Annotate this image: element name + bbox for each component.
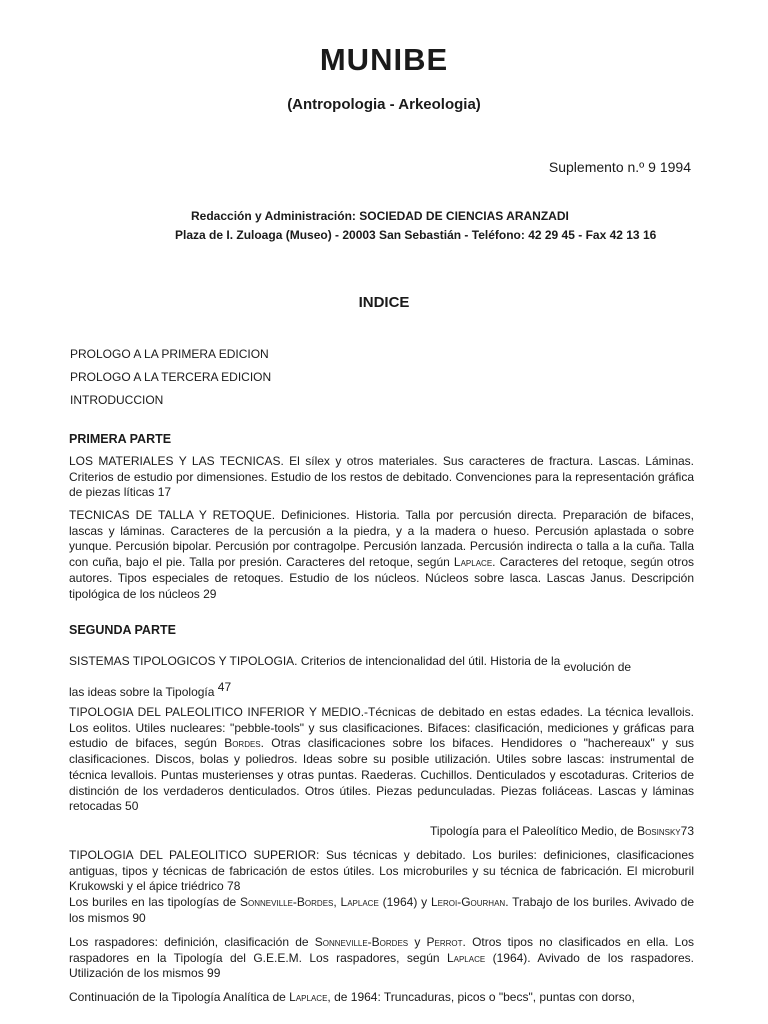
author-name: Bosinsky: [637, 824, 681, 838]
index-heading: INDICE: [358, 294, 410, 311]
toc-prologue-first: PROLOGO A LA PRIMERA EDICION: [70, 347, 269, 361]
toc-prologue-third: PROLOGO A LA TERCERA EDICION: [70, 370, 272, 384]
author-name: Laplace: [340, 895, 379, 909]
author-name: Leroi-Gourhan: [430, 895, 506, 909]
journal-title: MUNIBE: [319, 42, 449, 77]
address-line: Plaza de I. Zuloaga (Museo) - 20003 San Sebastián - Teléfono: 42 29 45 - Fax 42 13 16: [175, 228, 657, 242]
toc-entry-burins: Los buriles en las tipologías de Sonneville-Bordes, Laplace (1964) y Leroi-Gourhan. Trabajo de los buriles. Avivado de los mismos 90: [69, 895, 694, 925]
toc-entry-scrapers: Los raspadores: definición, clasificación de Sonneville-Bordes y Perrot. Otros tipos no clasificados en ella. Los raspadores en la Tipología del G.E.E.M. Los raspadores, según Laplace (1964). Avivado de los raspadores. Utilización de los mismos 99: [69, 935, 694, 981]
part-one-heading: PRIMERA PARTE: [69, 432, 172, 446]
toc-entry-lower-middle-paleolithic: TIPOLOGIA DEL PALEOLITICO INFERIOR Y MEDIO.-Técnicas de debitado en estas edades. La técnica levallois. Los eolitos. Utiles nucleares: "pebble-tools" y sus clasificaciones. Bifaces: clasificación, mediciones y gráficas para estudio de bifaces, según Bordes. Otras clasificaciones sobre los bifaces. Hendidores o "hachereaux" y sus clasificaciones. Discos, bolas y poliedros. Ideas sobre su posible utilización. Utiles sobre lascas: instrumental de técnica levallois. Puntas musterienses y otras puntas. Raederas. Cuchillos. Denticulados y escotaduras. Criterios de distinción de los verdaderos denticulados. Otros útiles. Piezas pedunculadas. Piezas foliáceas. Lascas y láminas retocadas 50: [69, 705, 695, 814]
author-name: Sonneville-Bordes: [314, 935, 409, 949]
supplement-number: Suplemento n.º 9 1994: [548, 159, 691, 175]
toc-entry-typological-systems-cont: las ideas sobre la Tipología 47: [69, 680, 232, 699]
toc-entry-bosinsky: Tipología para el Paleolítico Medio, de Bosinsky73: [430, 824, 694, 838]
toc-entry-techniques: TECNICAS DE TALLA Y RETOQUE. Definiciones. Historia. Talla por percusión directa. Preparación de bifaces, lascas y láminas. Caracteres de la percusión a la piedra, y a la madera o hueso. Percusión aplastada o sobre yunque. Percusión bipolar. Percusión por contragolpe. Percusión lanzada. Percusión indirecta o talla a la cuña. Talla con cuña, bajo el pie. Talla por presión. Caracteres del retoque, según Laplace. Caracteres del retoque, según otros autores. Tipos especiales de retoques. Estudio de los núcleos. Núcleos sobre lasca. Lascas Janus. Descripción tipológica de los núcleos 29: [69, 508, 694, 601]
toc-introduction: INTRODUCCION: [70, 393, 164, 407]
author-name: Laplace: [289, 990, 328, 1004]
author-name: Laplace: [453, 555, 493, 570]
toc-entry-upper-paleolithic: TIPOLOGIA DEL PALEOLITICO SUPERIOR: Sus técnicas y debitado. Los buriles: definiciones, clasificaciones antiguas, tipos y técnicas de fabricación de estos útiles. Los microburiles y su técnica de fabricación. El microburil Krukowski y el ápice triédrico 78: [69, 848, 694, 894]
journal-subtitle: (Antropologia - Arkeologia): [287, 96, 481, 113]
part-two-heading: SEGUNDA PARTE: [69, 623, 176, 637]
author-name: Sonneville-Bordes: [240, 895, 334, 909]
toc-entry-typological-systems: SISTEMAS TIPOLOGICOS Y TIPOLOGIA. Criterios de intencionalidad del útil. Historia de la evolución de: [69, 654, 632, 674]
toc-entry-laplace-continuation: Continuación de la Tipología Analítica de Laplace, de 1964: Truncaduras, picos o "becs", puntas con dorso,: [69, 990, 635, 1004]
page-number: 47: [217, 680, 232, 694]
toc-entry-materials: LOS MATERIALES Y LAS TECNICAS. El sílex y otros materiales. Sus caracteres de fractura. Lascas. Láminas. Criterios de estudio por dimensiones. Estudio de los restos de debitado. Convenciones para la representación gráfica de piezas líticas 17: [69, 454, 694, 500]
author-name: Laplace: [446, 950, 486, 965]
author-name: Bordes: [224, 736, 261, 751]
editorial-line: Redacción y Administración: SOCIEDAD DE CIENCIAS ARANZADI: [191, 209, 569, 223]
author-name: Perrot: [426, 935, 463, 949]
